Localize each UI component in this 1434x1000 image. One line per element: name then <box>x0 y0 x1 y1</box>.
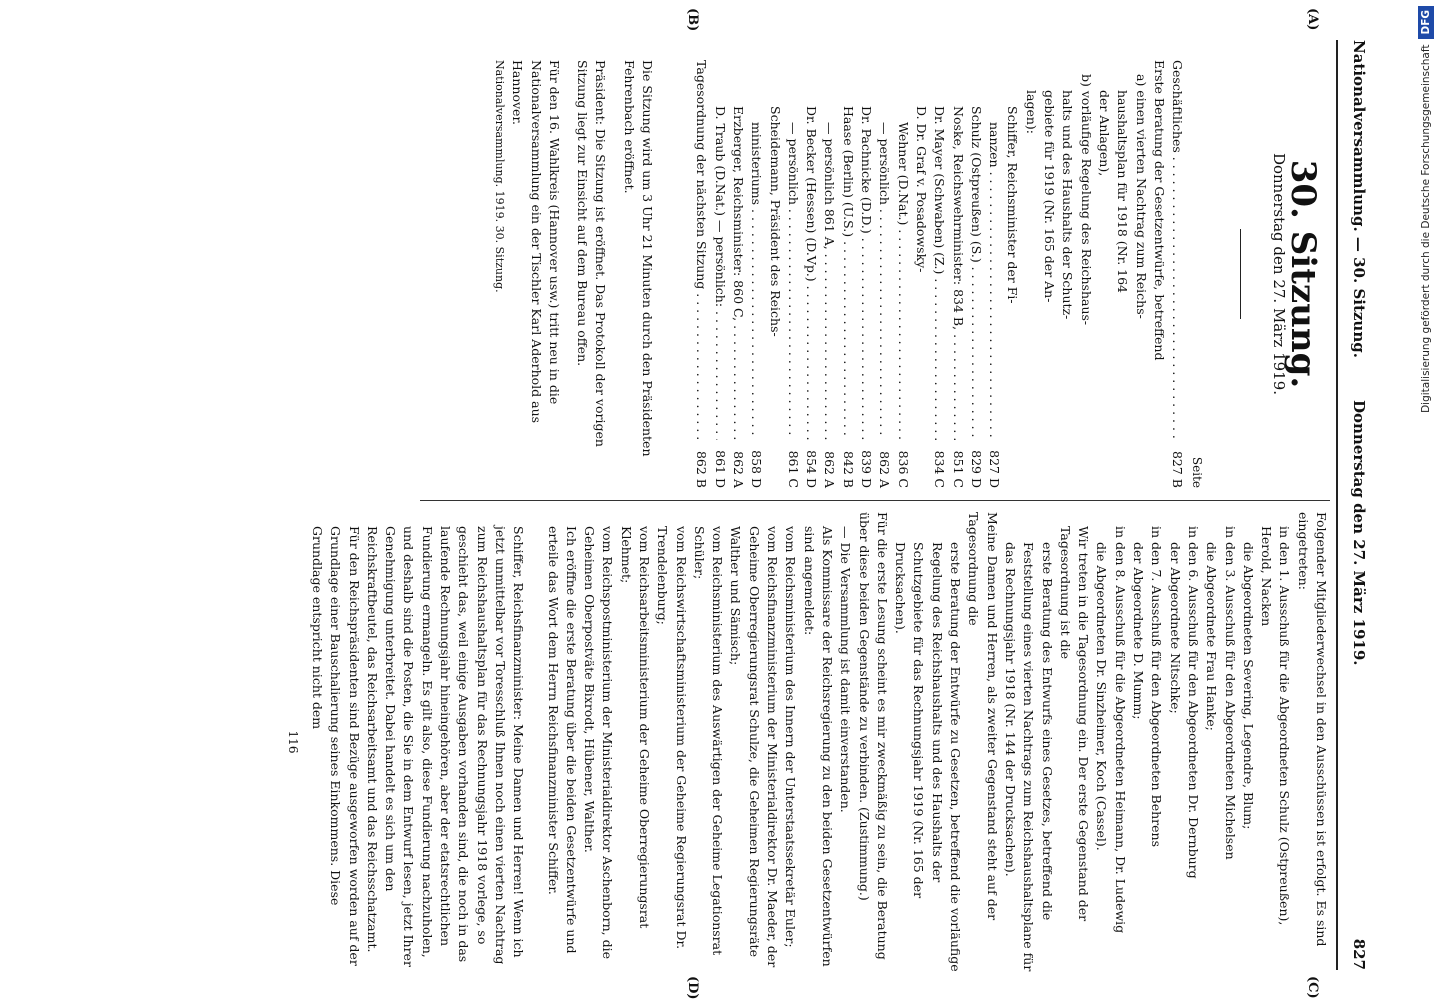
toc-entry <box>875 60 893 488</box>
new-member-paragraph: Für den 16. Wahlkreis (Hannover usw.) tritt neu in die Nationalversammlung ein der Tischler Karl Aderhold aus Hannover. <box>510 60 562 424</box>
right-text <box>308 512 1330 972</box>
text-paragraph: Wir treten in die Tagesordnung ein. Der erste Gegenstand der Tagesordnung ist die <box>1057 526 1092 922</box>
toc-entry-text: D. Traub (D.Nat.) — persönlich: . . . <box>710 106 728 440</box>
toc-entry <box>747 60 765 488</box>
title-rule <box>1240 229 1241 319</box>
toc-entry <box>893 60 911 488</box>
toc-entry-text: D. Dr. Graf v. Posadowsky- <box>913 106 929 273</box>
text-paragraph: Ich eröffne die erste Beratung über die beiden Gesetzentwürfe und erteile das Wort dem Herrn Reichsfinanzminister Schiffer. <box>545 526 579 954</box>
marker-b: (B) <box>685 8 700 32</box>
toc-entry <box>692 60 710 488</box>
toc-entry <box>1113 60 1131 488</box>
toc-entry-text: Erste Beratung der Gesetzentwürfe, betreffend <box>1151 60 1167 361</box>
page-number: 827 <box>1350 938 1368 970</box>
text-paragraph: vom Reichsarbeitsministerium der Geheime Oberregierungsrat Klehmet; <box>618 526 653 929</box>
toc-entry <box>930 60 948 488</box>
toc-entry <box>948 60 966 488</box>
toc-entry-page: 858 D <box>749 450 765 488</box>
opening-paragraph: Die Sitzung wird um 3 Uhr 21 Minuten durch den Präsidenten Fehrenbach eröffnet. <box>621 60 656 457</box>
toc-entry-page: 851 C <box>950 450 966 488</box>
marker-d: (D) <box>685 976 700 1000</box>
toc-entry <box>802 60 820 488</box>
toc-entry-text: b) vorläufige Regelung des Reichshaus- <box>1078 74 1094 326</box>
toc-entry-page: 862 A <box>730 451 746 488</box>
marker-c: (C) <box>1305 976 1320 999</box>
toc-entry-page: 827 D <box>987 450 1003 488</box>
toc-entry-text: der Anlagen), <box>1096 90 1112 177</box>
text-paragraph: in den 7. Ausschuß für den Abgeordneten Behrens <box>1149 526 1165 848</box>
toc-entry-page: 862 A <box>822 451 838 488</box>
toc-entry-text: Dr. Becker (Hessen) (D.Vp.) . . . <box>802 106 820 440</box>
text-paragraph: in den 8. Ausschuß für die Abgeordneten Heimann, Dr. Ludewig <box>1112 526 1128 934</box>
toc-entry-page: 861 C <box>785 450 801 488</box>
toc-entry-text: Schiffer, Reichsminister der Fi- <box>1005 106 1021 304</box>
toc-entry-page: 861 D <box>712 450 728 488</box>
toc-entry <box>1021 60 1039 488</box>
text-paragraph: Für die erste Lesung scheint es mir zweckmäßig zu sein, die Beratung über diese beiden Gegenstände zu verbinden. (Zustimmung.) <box>856 512 890 960</box>
toc-entry-page: 829 D <box>968 450 984 488</box>
toc-entry-page: 842 B <box>840 450 856 488</box>
text-paragraph: vom Reichspostministerium der Ministerialdirektor Aschenborn, die Geheimen Oberpostväte Bixrodt, Hübener, Walther. <box>582 526 616 959</box>
toc-entry <box>710 60 728 488</box>
toc-entry <box>967 60 985 488</box>
text-paragraph: vom Reichsministerium des Innern der Unterstaatssekretär Euler; <box>783 526 799 948</box>
toc-entry-text: — persönlich 861 A, . . . <box>820 122 838 440</box>
text-paragraph: der Abgeordnete Nitschke; <box>1167 542 1183 714</box>
text-paragraph: die Abgeordneten Severing, Legendre, Blum; <box>1240 542 1256 830</box>
toc-entry <box>729 60 747 488</box>
toc-entry <box>1003 60 1021 488</box>
toc-entry <box>1058 60 1076 488</box>
text-paragraph: erste Beratung des Entwurfs eines Gesetzes, betreffend die Feststellung eines vierten Nachtrags zum Reichshaushaltsplane für das Rechnungsjahr 1918 (Nr. 144 der Drucksachen). <box>1002 542 1055 972</box>
toc-entry-page: 827 B <box>1170 450 1186 488</box>
toc-entry-text: Haase (Berlin) (U.S.) . . . <box>838 106 856 440</box>
header-middle: Donnerstag den 27. März 1919. <box>1350 400 1368 666</box>
column-divider <box>420 500 1330 501</box>
toc-entry-text: — persönlich . . . <box>784 122 802 440</box>
toc-entry <box>784 60 802 488</box>
toc-entry <box>1095 60 1113 488</box>
toc-entry-page: 862 B <box>694 450 710 488</box>
toc-entry-text: Dr. Pachnicke (D.D.) . . . <box>857 106 875 440</box>
text-paragraph: vom Reichswirtschaftsministerium der Geheime Regierungsrat Dr. Trendelenburg; <box>655 526 689 950</box>
toc-entry-text: Tagesordnung der nächsten Sitzung . . . <box>692 60 710 440</box>
toc-entry-text: gebiete für 1919 (Nr. 165 der An- <box>1042 90 1058 303</box>
toc-entry-text: — persönlich . . . <box>875 122 893 440</box>
text-paragraph: die Abgeordneten Dr. Sinzheimer, Koch (Cassel). <box>1094 542 1110 851</box>
text-paragraph: vom Reichsfinanzministerium der Ministerialdirektor Dr. Maeder, der Geheime Oberregierungsrat Schulze, die Geheimen Regierungsräte Walther und Sämisch; <box>728 526 781 968</box>
marker-a: (A) <box>1305 8 1320 31</box>
toc-entry-text: Wehner (D.Nat.) . . . <box>893 122 911 440</box>
toc-entry <box>1131 60 1149 488</box>
toc-entry-text: Schulz (Ostpreußen) (S.) . . . <box>967 106 985 440</box>
toc-entry-text: Noske, Reichswehrminister: 834 B, . . . <box>948 106 966 440</box>
toc-entry <box>985 60 1003 488</box>
toc-entry <box>765 60 783 488</box>
toc-entry-text: Erzberger, Reichsminister: 860 C, . . . <box>729 106 747 440</box>
text-paragraph: Schiffer, Reichsfinanzminister: Meine Damen und Herren! Wenn ich jetzt unmittelbar vor Toresschluß Ihnen noch einen vierten Nachtrag zum Reichshaushaltsplan für das Rechnungsjahr 1918 vorlege, so geschieht das, weil einige Ausgaben vorhanden sind, die noch in das laufende Rechnungsjahr hineingehören, aber der etatsrechtlichen Fundierung ermangeln. Es gilt also, diese Fundierung nachzuholen, und deshalb sind die Posten, die Sie in dem Entwurf lesen, jetzt Ihrer Genehmigung unterbreitet. Dabei handelt es sich um den Reichskraftbeutel, das Reichsarbeitsamt und das Reichsschatzamt. Für den Reichspräsidenten sind Bezüge ausgeworfen worden auf der Grundlage einer Bauschalierung seines Einkommens. Diese Grundlage entspricht nicht dem <box>309 526 527 967</box>
seite-label: Seite <box>1190 456 1205 488</box>
toc-entry <box>912 60 930 488</box>
right-column <box>283 512 1330 972</box>
session-date: Donnerstag den 27. März 1919. <box>1269 152 1288 396</box>
footer-note: Nationalversammlung. 1919. 30. Sitzung. <box>493 60 507 293</box>
toc-entry-text: a) einen vierten Nachtrag zum Reichs- <box>1133 74 1149 319</box>
toc-entry <box>1076 60 1094 488</box>
toc-entry <box>1040 60 1058 488</box>
toc-entry <box>820 60 838 488</box>
toc-entry <box>1150 60 1168 488</box>
running-header <box>1336 40 1382 970</box>
text-paragraph: Folgender Mitgliederwechsel in den Ausschüssen ist erfolgt. Es sind eingetreten: <box>1295 512 1329 947</box>
toc-entry-text: Dr. Mayer (Schwaben) (Z.) . . . <box>930 106 948 440</box>
toc-entry-text: ministeriums . . . <box>747 122 765 440</box>
text-paragraph: in den 3. Ausschuß für den Abgeordneten Michelsen <box>1222 526 1238 860</box>
toc-entry-text: Geschäftliches . . . <box>1168 60 1186 440</box>
text-paragraph: — Die Versammlung ist damit einverstanden. <box>838 526 854 813</box>
text-paragraph: in den 6. Ausschuß für den Abgeordneten Dr. Dernburg <box>1185 526 1201 879</box>
left-column <box>490 60 1330 488</box>
table-of-contents <box>692 60 1186 488</box>
funding-label: Digitalisierung gefördert durch die Deutsche Forschungsgemeinschaft <box>1420 44 1432 413</box>
toc-entry-text: lagen): <box>1023 90 1039 134</box>
funding-sidebar <box>1405 0 1434 1000</box>
funding-text <box>1411 0 1434 1000</box>
toc-entry-text: haushaltsplan für 1918 (Nr. 164 <box>1115 90 1131 294</box>
toc-entry-page: 854 D <box>804 450 820 488</box>
toc-entry-text: halts und des Haushalts der Schutz- <box>1060 90 1076 320</box>
toc-entry <box>857 60 875 488</box>
text-paragraph: erste Beratung der Entwürfe zu Gesetzen, betreffend die vorläufige Regelung des Reichshaushalts und des Haushalts der Schutzgebiete für das Rechnungsjahr 1919 (Nr. 165 der Drucksachen). <box>893 542 964 972</box>
dfg-logo: DFG <box>1418 6 1434 39</box>
text-paragraph: der Abgeordnete D. Mumm; <box>1131 542 1147 720</box>
text-paragraph: Als Kommissare der Reichsregierung zu den beiden Gesetzentwürfen sind angemeldet: <box>801 526 835 967</box>
text-paragraph: vom Reichsministerium des Auswärtigen der Geheime Legationsrat Schüler; <box>691 526 726 956</box>
toc-entry-page: 834 C <box>932 450 948 488</box>
toc-entry-page: 839 D <box>859 450 875 488</box>
toc-entry-text: nanzen . . . <box>985 122 1003 440</box>
text-paragraph: die Abgeordnete Frau Hanke; <box>1204 542 1220 731</box>
toc-entry-text: Scheidemann, Präsident des Reichs- <box>767 106 783 337</box>
toc-entry-page: 862 A <box>877 451 893 488</box>
session-title: 30. Sitzung. <box>1283 159 1323 389</box>
toc-entry <box>1168 60 1186 488</box>
toc-entry <box>838 60 856 488</box>
signature-number: 116 <box>285 730 300 754</box>
text-paragraph: in den 1. Ausschuß für die Abgeordneten Schulz (Ostpreußen), Herold, Nacken <box>1259 526 1293 926</box>
toc-entry-page: 836 C <box>895 450 911 488</box>
president-paragraph: Präsident: Die Sitzung ist eröffnet. Das Protokoll der vorigen Sitzung liegt zur Einsicht auf dem Bureau offen. <box>575 60 609 447</box>
header-left: Nationalversammlung. — 30. Sitzung. <box>1350 40 1368 358</box>
text-paragraph: Meine Damen und Herren, als zweiter Gegenstand steht auf der Tagesordnung die <box>966 512 1000 921</box>
